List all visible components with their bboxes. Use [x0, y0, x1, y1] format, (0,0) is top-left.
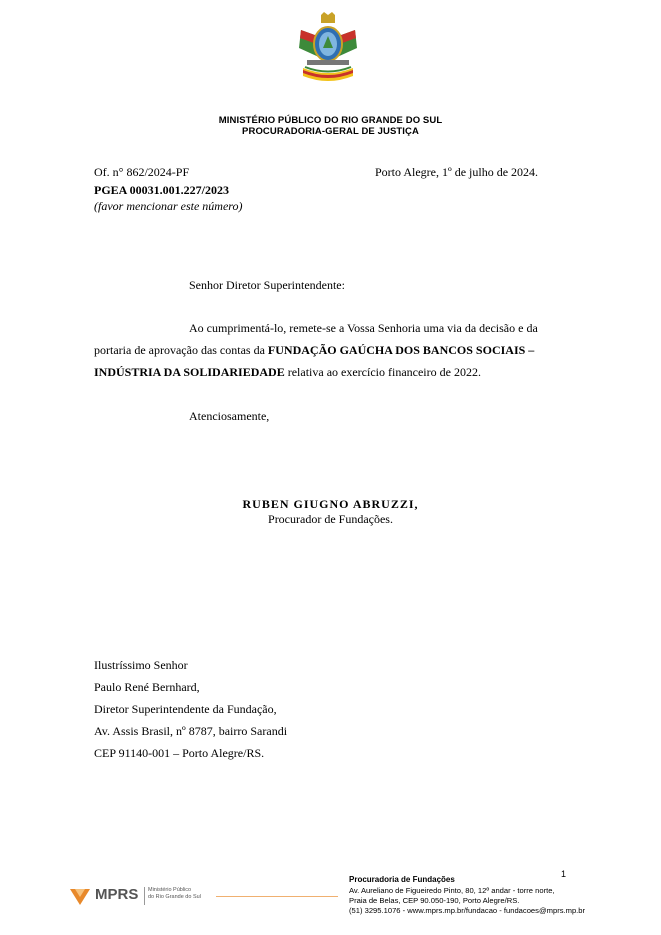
logo-subtitle-line-2: do Rio Grande do Sul	[148, 894, 201, 900]
paragraph-line-3	[94, 361, 481, 383]
page-number: 1	[561, 869, 567, 879]
footer-address	[349, 886, 585, 916]
place-date: Porto Alegre, 1º de julho de 2024.	[375, 165, 539, 179]
paragraph-text: portaria de aprovação das contas da	[94, 343, 268, 357]
footer-office: Procuradoria de Fundações	[349, 875, 455, 884]
addressee-honorific: Ilustríssimo Senhor	[94, 658, 188, 672]
signer-role: Procurador de Fundações.	[268, 512, 393, 526]
addressee-postal: CEP 91140-001 – Porto Alegre/RS.	[94, 746, 265, 760]
mprs-logo-text: MPRS	[95, 886, 139, 903]
institution-department: PROCURADORIA-GERAL DE JUSTIÇA	[242, 126, 419, 137]
reference-note: (favor mencionar este número)	[94, 199, 243, 213]
salutation: Senhor Diretor Superintendente:	[189, 278, 345, 292]
state-coat-of-arms	[297, 12, 359, 86]
paragraph-line-2	[94, 339, 549, 361]
paragraph-text-end: relativa ao exercício financeiro de 2022.	[284, 365, 481, 379]
mprs-logo-icon	[68, 885, 92, 907]
footer-address-line-2: Praia de Belas, CEP 90.050-190, Porto Alegre/RS.	[349, 896, 520, 905]
logo-subtitle-line-1: Ministério Público	[148, 887, 192, 893]
office-number: Of. n° 862/2024-PF	[94, 165, 190, 179]
addressee-name: Paulo René Bernhard,	[94, 680, 200, 694]
footer-contact: (51) 3295.1076 - www.mprs.mp.br/fundacao - fundacoes@mprs.mp.br	[349, 906, 586, 915]
footer-address-line-1: Av. Aureliano de Figueiredo Pinto, 80, 12º andar - torre norte,	[349, 886, 555, 895]
addressee-street: Av. Assis Brasil, nº 8787, bairro Sarandi	[94, 724, 288, 738]
closing: Atenciosamente,	[189, 409, 270, 423]
paragraph-line-1: Ao cumprimentá-lo, remete-se a Vossa Senhoria uma via da decisão e da	[189, 321, 538, 335]
signer-name: RUBEN GIUGNO ABRUZZI,	[242, 497, 419, 511]
mprs-logo-subtitle	[148, 887, 201, 901]
foundation-name-part2: INDÚSTRIA DA SOLIDARIEDADE	[94, 365, 285, 379]
pgea-number: PGEA 00031.001.227/2023	[94, 183, 230, 197]
addressee-title: Diretor Superintendente da Fundação,	[94, 702, 277, 716]
logo-divider	[144, 887, 145, 905]
foundation-name-part1: FUNDAÇÃO GAÚCHA DOS BANCOS SOCIAIS –	[267, 343, 535, 357]
institution-name: MINISTÉRIO PÚBLICO DO RIO GRANDE DO SUL	[218, 115, 443, 126]
footer-rule	[216, 896, 338, 897]
